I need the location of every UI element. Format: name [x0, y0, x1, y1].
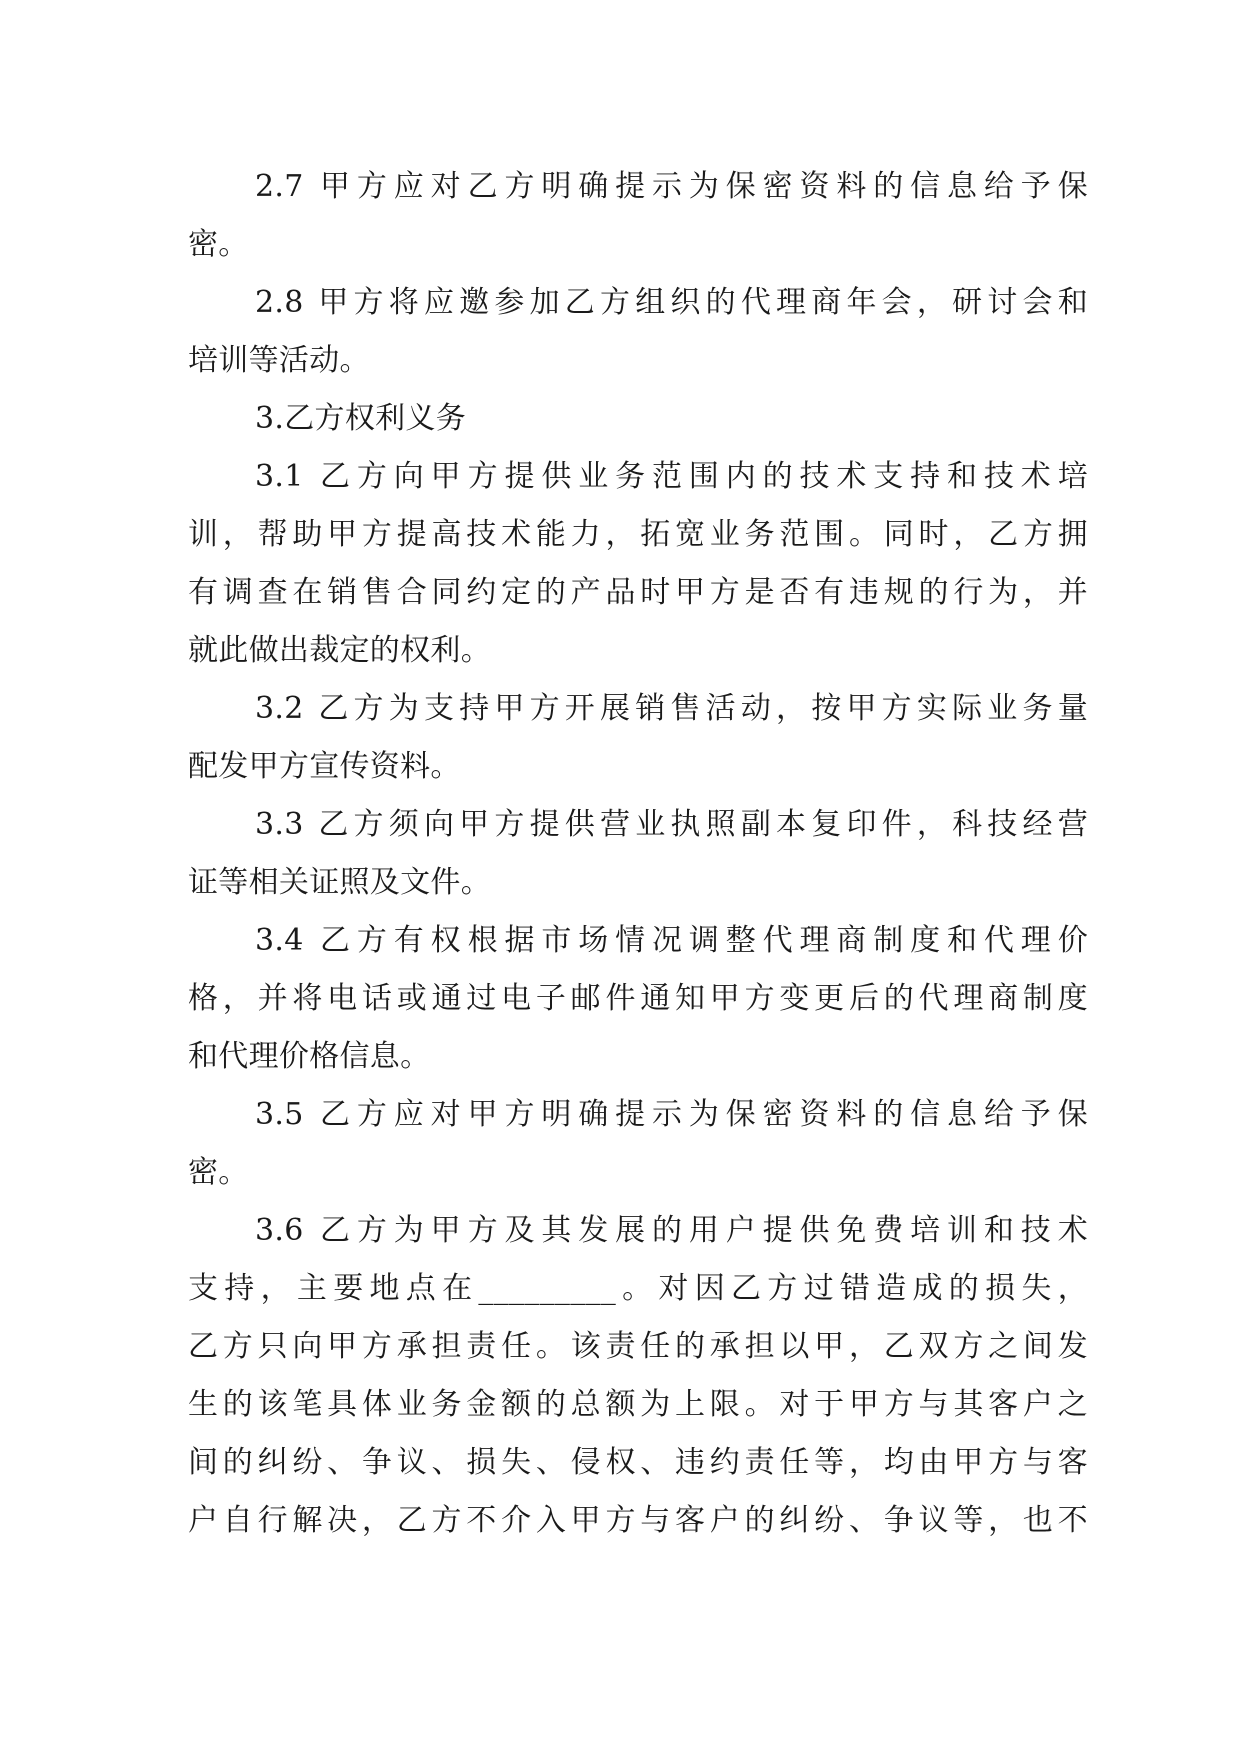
paragraph-2-7-line-1: 2.7 甲方应对乙方明确提示为保密资料的信息给予保 [255, 169, 1088, 204]
paragraph-3-6-line-1: 3.6 乙方为甲方及其发展的用户提供免费培训和技术 [255, 1213, 1088, 1248]
paragraph-3-6-line-5: 间的纠纷、争议、损失、侵权、违约责任等，均由甲方与客 [188, 1445, 1088, 1480]
paragraph-2-8-line-2: 培训等活动。 [188, 343, 370, 378]
paragraph-3-3-line-1: 3.3 乙方须向甲方提供营业执照副本复印件，科技经营 [255, 807, 1088, 842]
paragraph-3-4-line-1: 3.4 乙方有权根据市场情况调整代理商制度和代理价 [255, 923, 1088, 958]
paragraph-3-6-line-3: 乙方只向甲方承担责任。该责任的承担以甲，乙双方之间发 [188, 1329, 1088, 1364]
paragraph-3-3-line-2: 证等相关证照及文件。 [188, 865, 491, 900]
paragraph-3-1-line-4: 就此做出裁定的权利。 [188, 633, 491, 668]
paragraph-3-4-line-3: 和代理价格信息。 [188, 1039, 431, 1074]
paragraph-3-2-line-2: 配发甲方宣传资料。 [188, 749, 461, 784]
paragraph-3-5-line-1: 3.5 乙方应对甲方明确提示为保密资料的信息给予保 [255, 1097, 1088, 1132]
paragraph-3-2-line-1: 3.2 乙方为支持甲方开展销售活动，按甲方实际业务量 [255, 691, 1088, 726]
paragraph-3-1-line-3: 有调查在销售合同约定的产品时甲方是否有违规的行为，并 [188, 575, 1088, 610]
paragraph-3-6-line-2: 支持，主要地点在_________。对因乙方过错造成的损失， [188, 1271, 1088, 1306]
paragraph-3-5-line-2: 密。 [188, 1155, 249, 1190]
paragraph-2-7-line-2: 密。 [188, 227, 249, 262]
paragraph-3-6-line-4: 生的该笔具体业务金额的总额为上限。对于甲方与其客户之 [188, 1387, 1088, 1422]
paragraph-3-1-line-2: 训，帮助甲方提高技术能力，拓宽业务范围。同时，乙方拥 [188, 517, 1088, 552]
paragraph-3-6-line-6: 户自行解决，乙方不介入甲方与客户的纠纷、争议等，也不 [188, 1503, 1088, 1538]
section-3-heading: 3.乙方权利义务 [255, 401, 467, 436]
paragraph-3-4-line-2: 格，并将电话或通过电子邮件通知甲方变更后的代理商制度 [188, 981, 1088, 1016]
paragraph-2-8-line-1: 2.8 甲方将应邀参加乙方组织的代理商年会，研讨会和 [255, 285, 1088, 320]
paragraph-3-1-line-1: 3.1 乙方向甲方提供业务范围内的技术支持和技术培 [255, 459, 1088, 494]
